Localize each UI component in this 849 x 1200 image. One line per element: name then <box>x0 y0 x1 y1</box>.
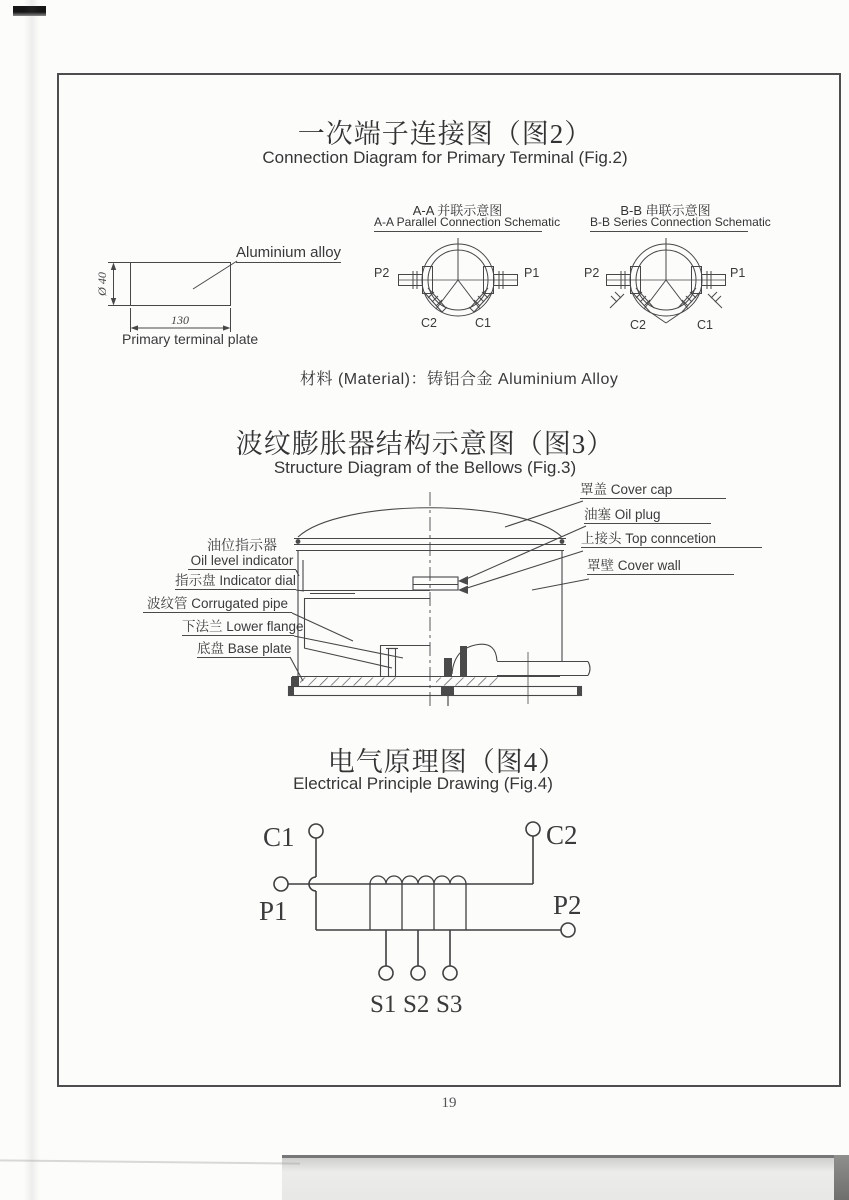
scan-artifact-bottom-edge <box>282 1155 849 1200</box>
elec-terminal-label-s2: S2 <box>403 991 430 1018</box>
aa-schematic-drawing <box>372 236 547 336</box>
elec-terminal-label-p1: P1 <box>259 896 288 926</box>
bellows-label-oil-level-indicator <box>188 538 296 570</box>
plate-caption: Primary terminal plate <box>122 331 259 347</box>
bellows-label-cover-cap: 罩盖 Cover cap <box>580 482 726 499</box>
bellows-label-cover-wall: 罩壁 Cover wall <box>587 558 734 575</box>
bellows-label-corrugated-pipe: 波纹管 Corrugated pipe <box>143 596 292 613</box>
fig3-title-cn: 波纹膨胀器结构示意图（图3） <box>235 429 615 459</box>
dim-height-label: Ø 40 <box>95 272 109 296</box>
electrical-schematic-drawing <box>255 808 615 1023</box>
elec-terminal-label-s1: S1 <box>370 991 397 1018</box>
material-note: 材料 (Material)：铸铝合金 Aluminium Alloy <box>300 371 619 388</box>
bellows-label-lower-flange: 下法兰 Lower flange <box>182 619 304 634</box>
bellows-label-oil-level-indicator-cn: 油位指示器 <box>207 537 277 553</box>
page-number: 19 <box>441 1095 457 1111</box>
aa-schematic-title-en: A-A Parallel Connection Schematic <box>374 215 542 232</box>
aa-schematic-title-cn: A-A 并联示意图 <box>412 203 503 218</box>
aa-terminal-label-p1: P1 <box>524 266 540 280</box>
bellows-label-top-connection: 上接头 Top conncetion <box>581 531 762 548</box>
bb-schematic-title-en: B-B Series Connection Schematic <box>590 215 748 232</box>
scan-artifact-left-streak <box>24 0 40 1200</box>
bellows-label-oil-plug: 油塞 Oil plug <box>584 507 711 524</box>
bb-schematic-drawing <box>580 236 755 341</box>
fig2-title-en: Connection Diagram for Primary Terminal (Fig.2) <box>262 148 628 167</box>
bb-schematic-title-cn: B-B 串联示意图 <box>620 203 711 218</box>
elec-terminal-label-c1: C1 <box>263 822 295 852</box>
bellows-label-base-plate: 底盘 Base plate <box>197 641 292 656</box>
dim-width-label: 130 <box>171 313 189 327</box>
scan-artifact-bottom-right-edge <box>834 1155 849 1200</box>
fig2-title-cn: 一次端子连接图（图2） <box>297 119 593 149</box>
bb-terminal-label-c2: C2 <box>630 318 646 332</box>
bellows-label-oil-level-indicator-en: Oil level indicator <box>190 553 294 568</box>
fig4-title-en: Electrical Principle Drawing (Fig.4) <box>293 774 553 793</box>
scan-artifact-page-edge-line <box>0 1159 300 1164</box>
aa-terminal-label-p2: P2 <box>374 266 390 280</box>
elec-terminal-label-p2: P2 <box>553 890 582 920</box>
aluminium-alloy-callout: Aluminium alloy <box>236 244 342 261</box>
bb-terminal-label-p1: P1 <box>730 266 746 280</box>
elec-terminal-label-c2: C2 <box>546 820 578 850</box>
bellows-label-indicator-dial: 指示盘 Indicator dial <box>175 573 296 588</box>
bb-terminal-label-p2: P2 <box>584 266 600 280</box>
aa-terminal-label-c2: C2 <box>421 316 437 330</box>
fig4-title-cn: 电气原理图（图4） <box>327 747 567 777</box>
bb-terminal-label-c1: C1 <box>697 318 713 332</box>
aa-terminal-label-c1: C1 <box>475 316 491 330</box>
elec-terminal-label-s3: S3 <box>436 991 463 1018</box>
fig3-title-en: Structure Diagram of the Bellows (Fig.3) <box>273 458 577 477</box>
